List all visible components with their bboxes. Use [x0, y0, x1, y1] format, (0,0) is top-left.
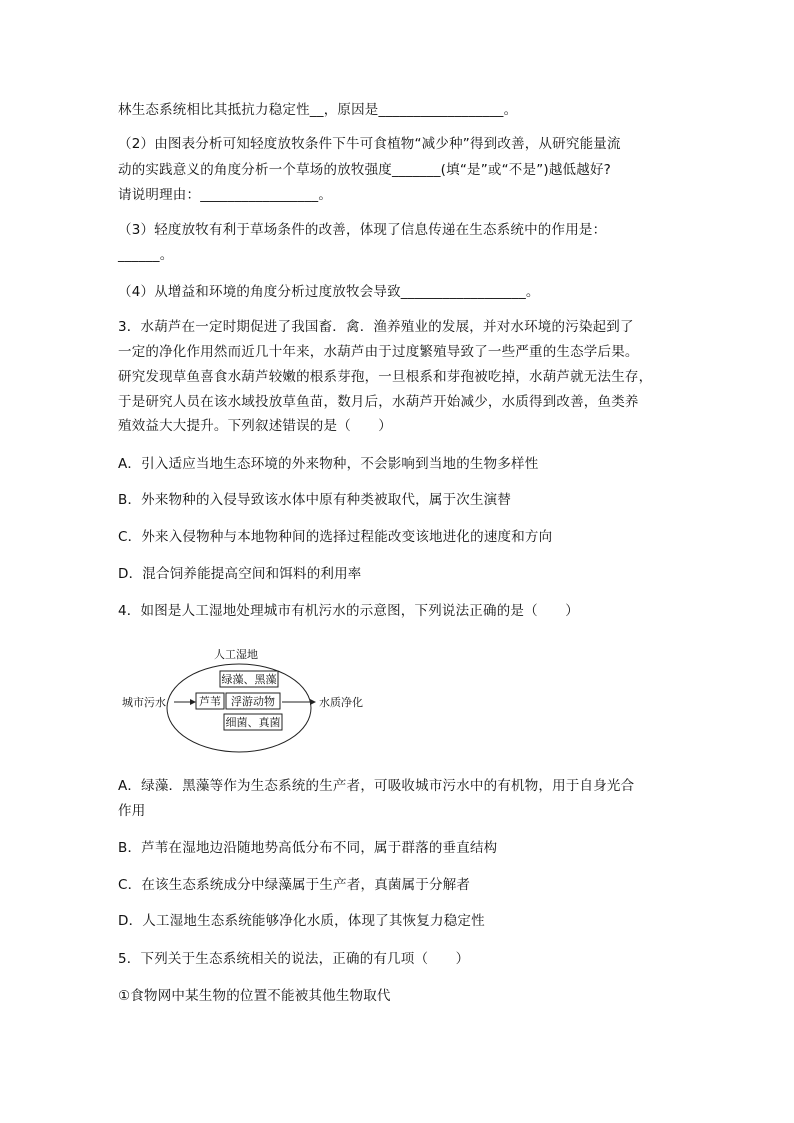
wetland-diagram [118, 638, 378, 764]
text-line-4: 请说明理由：_________________。 [118, 187, 333, 203]
text-line-8: 3．水葫芦在一定时期促进了我国畜．禽．渔养殖业的发展，并对水环境的污染起到了 [118, 319, 634, 335]
text-line-10: 研究发现草鱼喜食水葫芦较嫩的根系芽孢，一旦根系和芽孢被吃掉，水葫芦就无法生存， [118, 369, 653, 385]
label-microbes: 细菌、真菌 [225, 716, 281, 729]
text-line-5: （3）轻度放牧有利于草场条件的改善，体现了信息传递在生态系统中的作用是： [118, 222, 607, 238]
option-4a-line2: 作用 [118, 803, 146, 819]
text-line-9: 一定的净化作用然而近几十年来，水葫芦由于过度繁殖导致了一些严重的生态学后果。 [118, 344, 639, 360]
arrow-out-head [310, 699, 316, 705]
label-reed: 芦苇 [199, 695, 221, 708]
text-line-3: 动的实践意义的角度分析一个草场的放牧强度_______(填“是”或“不是”)越低越好? [118, 162, 612, 178]
label-input: 城市污水 [122, 696, 166, 709]
label-zooplankton: 浮游动物 [231, 695, 275, 708]
label-output: 水质净化 [319, 696, 363, 709]
option-3a: A．引入适应当地生态环境的外来物种，不会影响到当地的生物多样性 [118, 456, 539, 472]
diagram-title: 人工湿地 [214, 648, 258, 661]
option-4b: B．芦苇在湿地边沿随地势高低分布不同，属于群落的垂直结构 [118, 840, 498, 856]
label-algae: 绿藻、黑藻 [221, 673, 277, 686]
option-3d: D．混合饲养能提高空间和饵料的利用率 [118, 566, 362, 582]
text-line-1: 林生态系统相比其抵抗力稳定性__，原因是__________________。 [118, 102, 518, 118]
text-line-2: （2）由图表分析可知轻度放牧条件下牛可食植物“减少种”得到改善，从研究能量流 [118, 136, 621, 152]
text-line-11: 于是研究人员在该水域投放草鱼苗，数月后，水葫芦开始减少，水质得到改善，鱼类养 [118, 394, 639, 410]
statement-1: ①食物网中某生物的位置不能被其他生物取代 [118, 988, 391, 1004]
arrow-in-head [190, 699, 196, 705]
text-line-7: （4）从增益和环境的角度分析过度放牧会导致__________________。 [118, 284, 540, 300]
option-3c: C．外来入侵物种与本地物种间的选择过程能改变该地进化的速度和方向 [118, 529, 553, 545]
question-5: 5．下列关于生态系统相关的说法，正确的有几项（ ） [118, 951, 470, 967]
option-4d: D．人工湿地生态系统能够净化水质，体现了其恢复力稳定性 [118, 913, 485, 929]
option-3b: B．外来物种的入侵导致该水体中原有种类被取代，属于次生演替 [118, 492, 512, 508]
text-line-6: ______。 [118, 247, 174, 263]
option-4c: C．在该生态系统成分中绿藻属于生产者，真菌属于分解者 [118, 877, 471, 893]
text-line-12: 殖效益大大提升。下列叙述错误的是（ ） [118, 418, 392, 434]
question-4: 4．如图是人工湿地处理城市有机污水的示意图，下列说法正确的是（ ） [118, 603, 579, 619]
option-4a-line1: A．绿藻．黑藻等作为生态系统的生产者，可吸收城市污水中的有机物，用于自身光合 [118, 778, 635, 794]
